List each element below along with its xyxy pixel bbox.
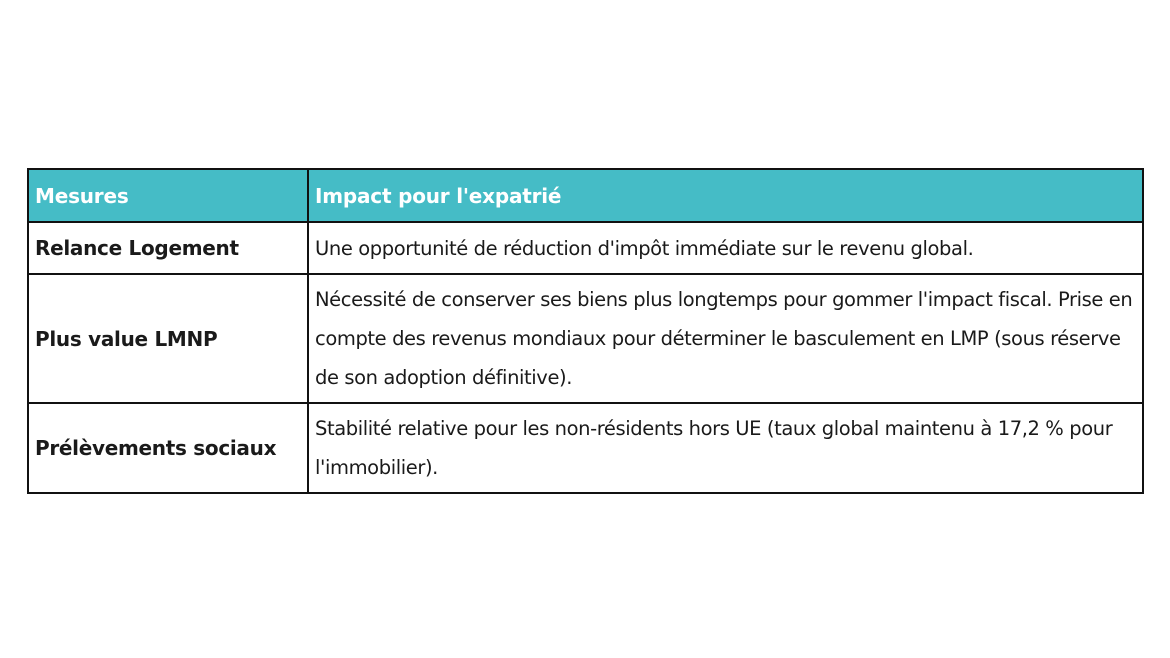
header-mesures: Mesures [28,169,308,222]
row-measure-cell: Plus value LMNP [28,274,308,403]
table-body [28,222,1143,493]
row-measure-cell: Prélèvements sociaux [28,403,308,493]
row-impact-cell: Une opportunité de réduction d'impôt immédiate sur le revenu global. [308,222,1143,274]
table-row [28,274,1143,403]
table-row [28,403,1143,493]
table-row [28,222,1143,274]
table-header [28,169,1143,222]
header-impact: Impact pour l'expatrié [308,169,1143,222]
measures-table-container [27,168,1142,494]
row-measure-cell: Relance Logement [28,222,308,274]
measures-table [27,168,1144,494]
header-row [28,169,1143,222]
row-impact-cell: Nécessité de conserver ses biens plus longtemps pour gommer l'impact fiscal. Prise en compte des revenus mondiaux pour déterminer le basculement en LMP (sous réserve de son adoption définitive). [308,274,1143,403]
row-impact-cell: Stabilité relative pour les non-résidents hors UE (taux global maintenu à 17,2 % pour l'immobilier). [308,403,1143,493]
